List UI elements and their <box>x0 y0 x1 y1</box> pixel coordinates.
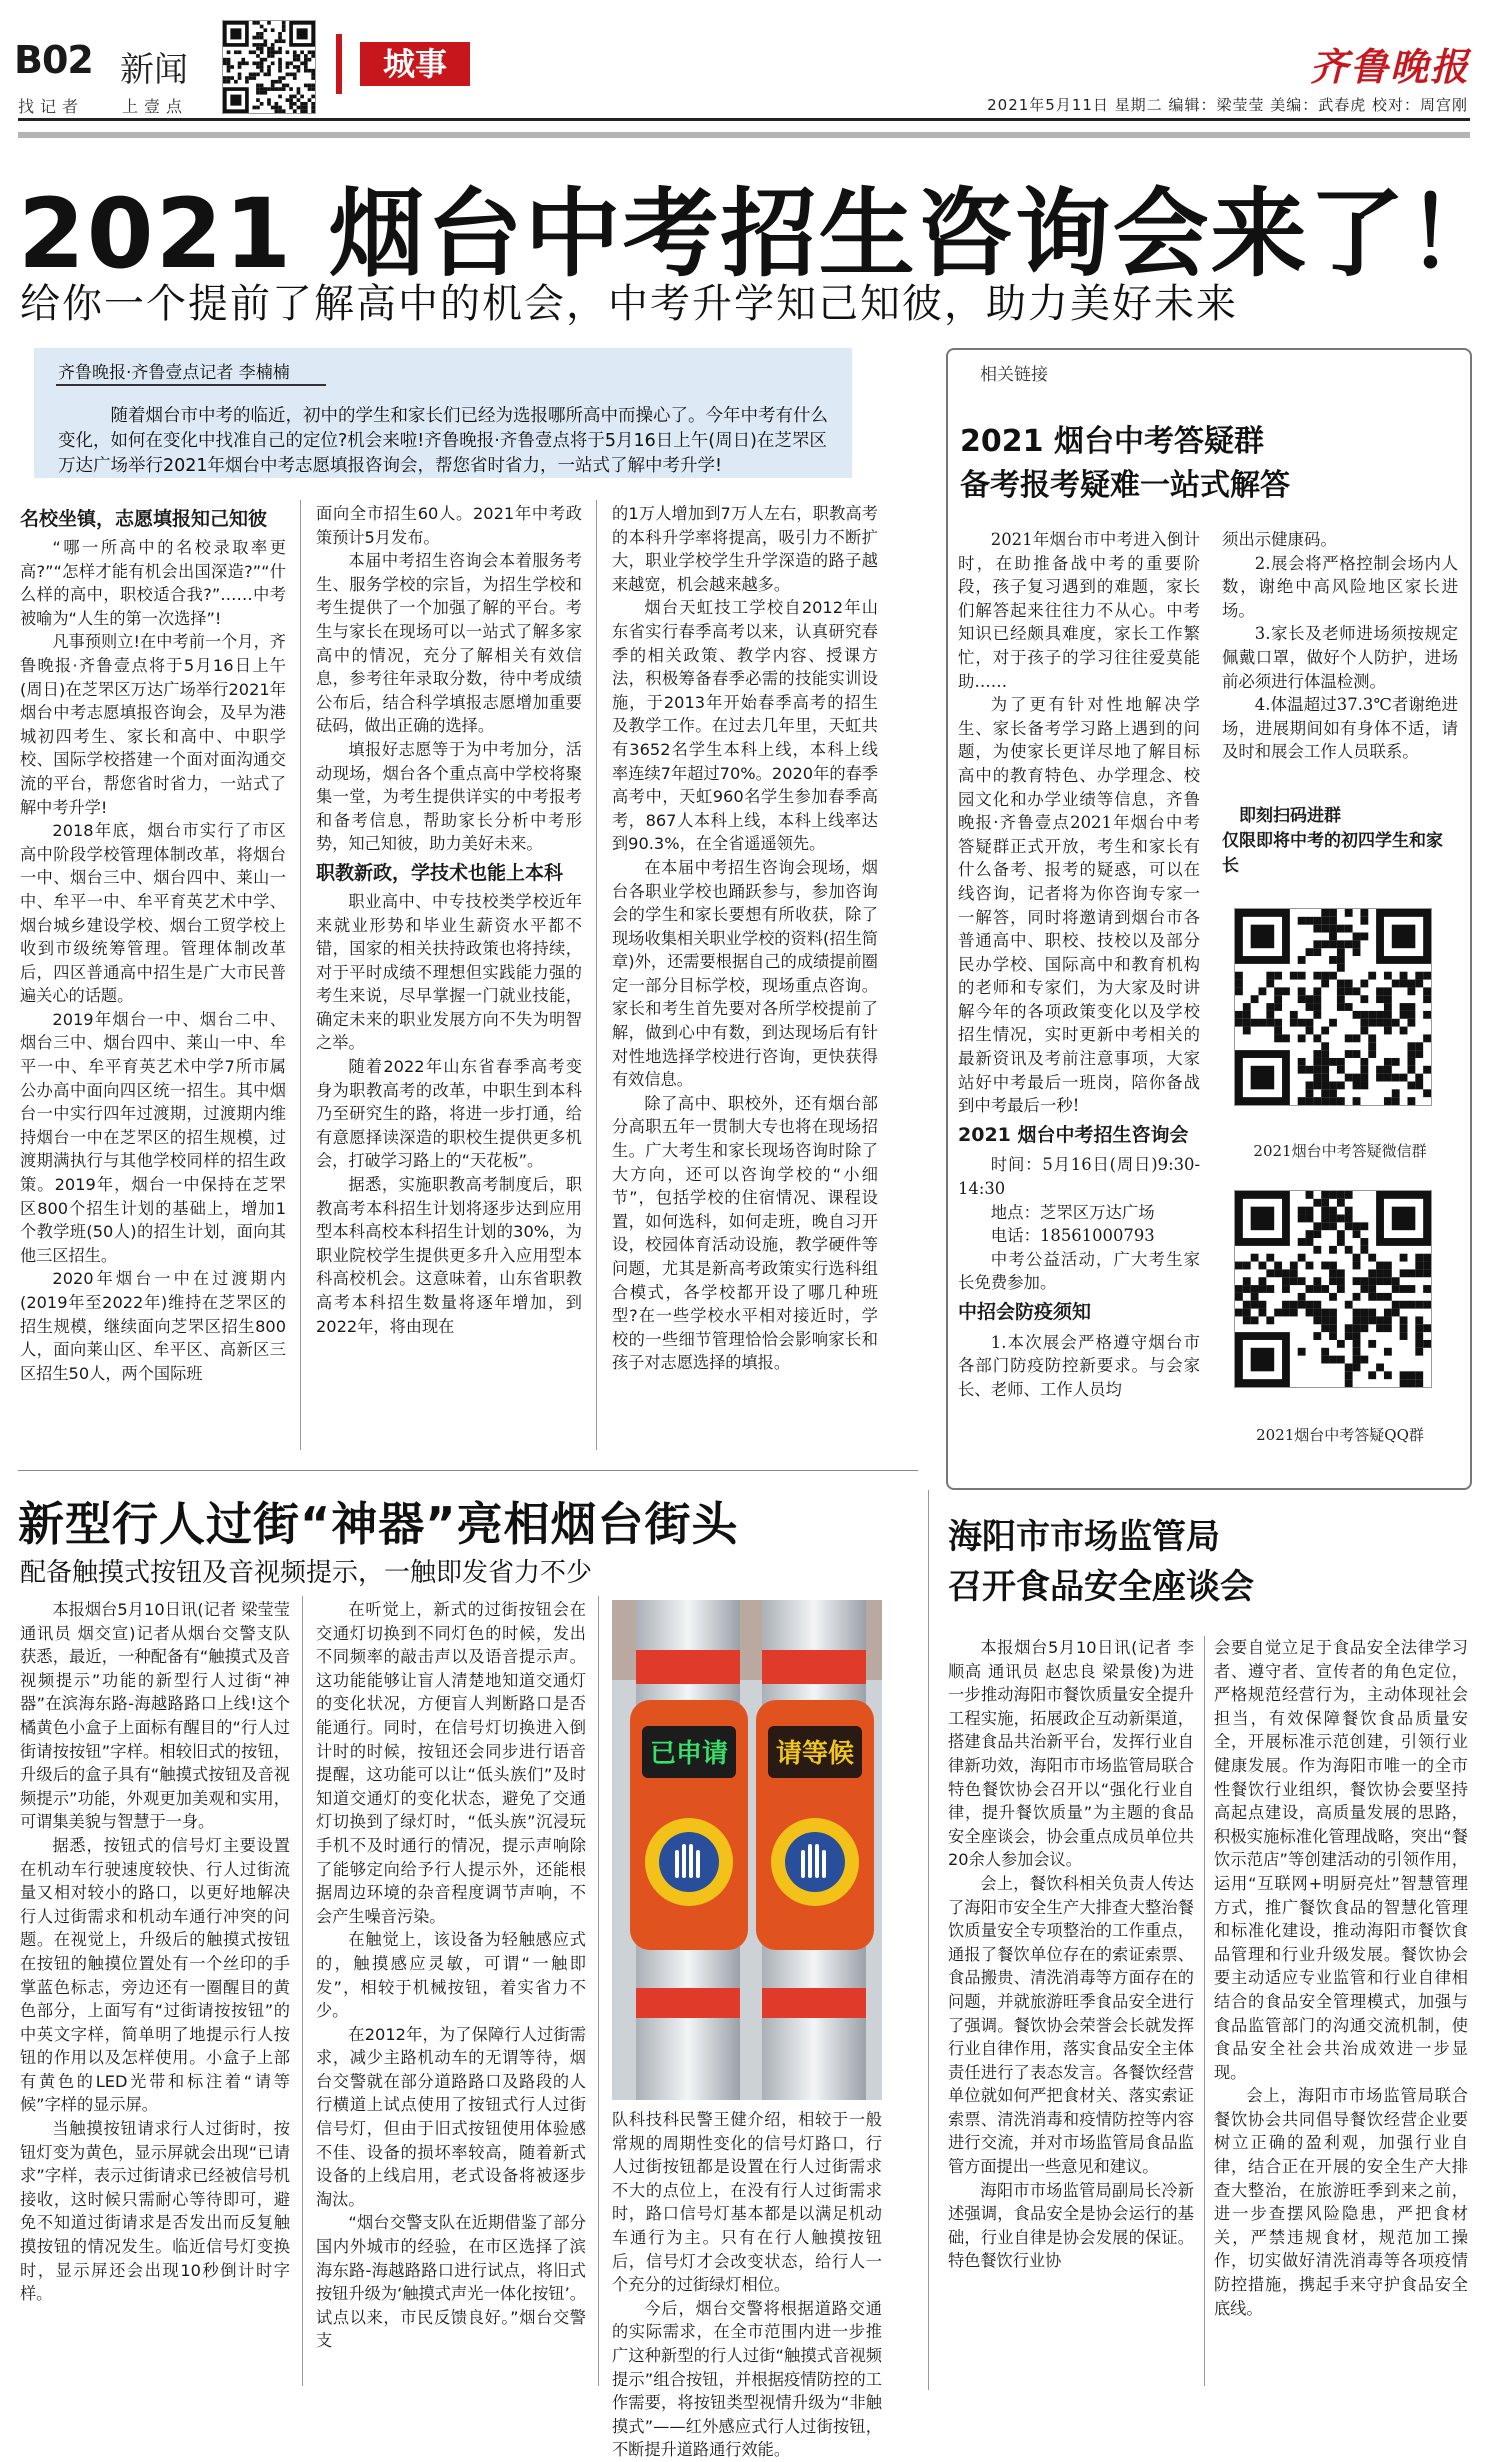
paragraph: 本报烟台5月10日讯(记者 梁莹莹 通讯员 烟交宣)记者从烟台交警支队获悉，最近，一种配备有“触摸式及音视频提示”功能的新型行人过街“神器”在滨海东路-海越路路口上线!这个橘黄色小盒子上面标有醒目的“行人过街请按按钮”字样。相较旧式的按钮，升级后的盒子具有“触摸式按钮及音视频提示”功能，外观更加美观和实用，可谓集美貌与智慧于一身。 <box>20 1600 290 1832</box>
qr-code-icon[interactable] <box>1234 1190 1432 1388</box>
paragraph: 1.本次展会严格遵守烟台市各部门防疫防控新要求。与会家长、老师、工作人员均 <box>958 1332 1200 1399</box>
paragraph: 职业高中、中专技校类学校近年来就业形势和毕业生薪资水平都不错，国家的相关扶持政策也将持续，对于平时成绩不理想但实践能力强的考生来说，尽早掌握一门就业技能，确定未来的职业发展方向不失为明智之举。 <box>316 891 582 1053</box>
column-divider <box>598 1596 599 2386</box>
column-divider <box>1204 1636 1205 2386</box>
paragraph: 的1万人增加到7万人左右，职教高考的本科升学率将提高，吸引力不断扩大，职业学校学生升学深造的路子越来越宽，机会越来越多。 <box>612 504 878 594</box>
sidebar-headline-line1: 2021 烟台中考答疑群 <box>960 424 1264 459</box>
story3-column-2 <box>1214 1636 1468 2386</box>
paragraph: 会要自觉立足于食品安全法律学习者、遵守者、宣传者的角色定位，严格规范经营行为，主动体现社会担当，有效保障餐饮食品质量安全，开展标准示范创建，引领行业健康发展。作为海阳市唯一的全市性餐饮行业组织，餐饮协会要坚持高起点建设，高质量发展的思路，积极实施标准化管理战略，突出“餐饮示范店”等创建活动的引领作用，运用“互联网+明厨亮灶”智慧管理方式，推广餐饮食品的智慧化管理和标准化建设，推动海阳市餐饮食品管理和行业升级发展。餐饮协会要主动适应专业监管和行业自律相结合的食品安全管理模式，加强与食品监管部门的沟通交流机制，使食品安全社会共治成效进一步显现。 <box>1214 1638 1468 2082</box>
scan-prompt <box>1222 804 1458 879</box>
slogan-left: 找记者 <box>18 97 85 116</box>
photo-display-left: 已申请 <box>649 1739 729 1769</box>
dateline: 2021年5月11日 星期二 编辑：梁莹莹 美编：武春虎 校对：周宫刚 <box>987 96 1468 114</box>
section-tag-label: 城事 <box>360 42 470 86</box>
paragraph: 须出示健康码。 <box>1222 530 1337 549</box>
paragraph: 本报烟台5月10日讯(记者 李顺高 通讯员 赵忠良 梁景俊)为进一步推动海阳市餐饮质量安全提升工程实施，拓展政企互动新渠道，搭建食品共治新平台，发挥行业自律新功效，海阳市市场监管局联合特色餐饮协会召开以“强化行业自律，提升餐饮质量”为主题的食品安全座谈会，协会重点成员单位共20余人参加会议。 <box>948 1638 1194 1870</box>
masthead-band <box>18 132 1470 138</box>
sidebar-column-2 <box>1222 528 1458 788</box>
story2-headline: 新型行人过街“神器”亮相烟台街头 <box>18 1497 739 1551</box>
scan-subtitle: 仅限即将中考的初四学生和家长 <box>1222 831 1443 876</box>
paragraph: 除了高中、职校外，还有烟台部分高职五年一贯制大专也将在现场招生。广大考生和家长现场咨询时除了大方向，还可以咨询学校的“小细节”，包括学校的住宿情况、课程设置，如何选科，如何走班，晚自习开设，校园体育活动设施，教学硬件等问题，尤其是新高考政策实行选科组合模式，各学校都开设了哪几种班型?在一些学校水平相对接近时，学校的一些细节管理恰恰会影响家长和孩子对志愿选择的填报。 <box>612 1093 878 1373</box>
paragraph: 当触摸按钮请求行人过街时，按钮灯变为黄色，显示屏就会出现“已请求”字样，表示过街请求已经被信号机接收，这时候只需耐心等待即可，避免不知道过街请求是否发出而反复触摸按钮的情况发生。临近信号灯变换时，显示屏还会出现10秒倒计时字样。 <box>20 2119 290 2304</box>
paragraph: 电话：18561000793 <box>990 1226 1155 1246</box>
paragraph: 今后，烟台交警将根据道路交通的实际需求，在全市范围内进一步推广这种新型的行人过街“触摸式音视频提示”组合按钮，并根据疫情防控的工作需要，将按钮类型视情升级为“非触摸式”——红外感应式行人过街按钮，不断提升道路通行效能。 <box>612 2298 882 2460</box>
paragraph: 会上，餐饮科相关负责人传达了海阳市安全生产大排查大整治餐饮质量安全专项整治的工作重点，通报了餐饮单位存在的索证索票、食品搬贵、清洗消毒等方面存在的问题，并就旅游旺季食品安全进行了强调。餐饮协会荣誉会长就发挥行业自律作用，落实食品安全主体责任进行了表态发言。各餐饮经营单位就如何严把食材关、落实索证索票、清洗消毒和疫情防控等内容进行交流，并对市场监管局食品监管方面提出一些意见和建议。 <box>948 1873 1194 2177</box>
story2-subhead: 配备触摸式按钮及音视频提示，一触即发省力不少 <box>20 1558 593 1588</box>
main-headline: 2021 烟台中考招生咨询会来了！ <box>18 178 1505 290</box>
paragraph: 在听觉上，新式的过街按钮会在交通灯切换到不同灯色的时候，发出不同频率的敲击声以及语音提示声。这功能能够让盲人清楚地知道交通灯的变化状况，方便盲人判断路口是否能通行。同时，在信号灯切换进入倒计时的时候，按钮还会同步进行语音提醒，这功能可以让“低头族们”及时知道交通灯的变化状态，避免了交通灯切换到了绿灯时，“低头族”沉浸玩手机不及时通行的情况，提示声响除了能够定向给予行人提示外，还能根据周边环境的杂音程度调节声响，不会产生噪音污染。 <box>316 1600 586 1926</box>
story3-headline-line2: 召开食品安全座谈会 <box>948 1567 1254 1607</box>
slogan-right: 上壹点 <box>122 97 189 116</box>
byline-rule <box>56 384 326 386</box>
paragraph: 3.家长及老师进场须按规定佩戴口罩，做好个人防护，进场前必须进行体温检测。 <box>1222 624 1458 691</box>
masthead-rule <box>18 118 1470 121</box>
subheading: 职教新政，学技术也能上本科 <box>316 861 564 884</box>
subheading: 中招会防疫须知 <box>958 1301 1092 1323</box>
photo-display-right: 请等候 <box>775 1739 855 1769</box>
paragraph: 2020年烟台一中在过渡期内(2019年至2022年)维持在芝罘区的招生规模，继续面向芝罘区招生800人，面向莱山区、牟平区、高新区三区招生50人，两个国际班 <box>20 1269 286 1383</box>
qr-qq-caption: 2021烟台中考答疑QQ群 <box>1256 1426 1424 1444</box>
main-column-1 <box>20 502 286 1452</box>
story2-column-2 <box>316 1598 586 2388</box>
photo-illustration <box>612 1600 882 2100</box>
main-column-2 <box>316 502 582 1452</box>
paragraph: “哪一所高中的名校录取率更高?”“怎样才能有机会出国深造?”“什么样的高中，职校适合我?”……中考被喻为“人生的第一次选择”! <box>20 538 286 628</box>
qr-code-icon[interactable] <box>1234 908 1432 1106</box>
paragraph: 凡事预则立!在中考前一个月，齐鲁晚报·齐鲁壹点将于5月16日上午(周日)在芝罘区万达广场举行2021年烟台中考志愿填报咨询会，及早为港城初四考生、家长和高中、中职学校、国际学校搭建一个面对面沟通交流的平台，帮您省时省力，一站式了解中考升学! <box>20 632 286 817</box>
story2-column-3 <box>612 2108 882 2460</box>
story3-headline <box>948 1512 1254 1612</box>
paragraph: 据悉，按钮式的信号灯主要设置在机动车行驶速度较快、行人过街流量又相对较小的路口，以更好地解决行人过街需求和机动车通行冲突的问题。在视觉上，升级后的触摸式按钮在按钮的触摸位置处有一个丝印的手掌蓝色标志，旁边还有一圈醒目的黄色部分，上面写有“过街请按按钮”的中英文字样，简单明了地提示行人按钮的作用以及怎样使用。小盒子上部有黄色的LED光带和标注着“请等候”字样的显示屏。 <box>20 1835 290 2115</box>
crossing-button-photo <box>612 1600 882 2100</box>
paragraph: 在本届中考招生咨询会现场，烟台各职业学校也踊跃参与，参加咨询会的学生和家长要想有所收获，除了现场收集相关职业学校的资料(招生简章)外，还需要根据自己的成绩提前圈定一部分目标学校，现场重点咨询。家长和考生首先要对各所学校提前了解，做到心中有数，到达现场后有针对性地选择学校进行咨询，更快获得有效信息。 <box>612 857 878 1090</box>
paragraph: 2018年底，烟台市实行了市区高中阶段学校管理体制改革，将烟台一中、烟台三中、烟台四中、莱山一中、牟平一中、牟平育英艺术中学、烟台城乡建设学校、烟台工贸学校上收到市级统筹管理。管理体制改革后，四区普通高中招生是广大市民普遍关心的话题。 <box>20 821 286 1006</box>
related-links-label: 相关链接 <box>980 365 1048 385</box>
paragraph: 在触觉上，该设备为轻触感应式的，触摸感应灵敏，可谓“一触即发”，相较于机械按钮，着实省力不少。 <box>316 1930 586 2021</box>
paragraph: 海阳市市场监管局副局长冷新述强调，食品安全是协会运行的基础，行业自律是协会发展的保证。特色餐饮行业协 <box>948 2180 1194 2271</box>
story-divider <box>18 1470 918 1471</box>
section-divider <box>928 1490 929 2390</box>
paragraph: “烟台交警支队在近期借鉴了部分国内外城市的经验，在市区选择了滨海东路-海越路路口进行试点，将旧式按钮升级为‘触摸式声光一体化按钮’。试点以来，市民反馈良好。”烟台交警支 <box>316 2213 586 2351</box>
column-divider <box>596 500 597 1450</box>
main-byline: 齐鲁晚报·齐鲁壹点记者 李楠楠 <box>58 363 290 383</box>
sidebar-headline <box>960 420 1290 508</box>
subheading: 2021 烟台中考招生咨询会 <box>958 1123 1189 1146</box>
sidebar-column-1 <box>958 528 1200 1468</box>
paragraph: 2019年烟台一中、烟台二中、烟台三中、烟台四中、莱山一中、牟平一中、牟平育英艺术中学7所市属公办高中面向四区统一招生。其中烟台一中实行四年过渡期，过渡期内维持烟台一中在芝罘区的招生规模，过渡期满执行与其他学校同样的招生政策。2019年，烟台一中保持在芝罘区800个招生计划的基础上，增加1个教学班(50人)的招生计划，面向其他三区招生。 <box>20 1009 286 1265</box>
paragraph: 2021年烟台市中考进入倒计时，在助推备战中考的重要阶段，孩子复习遇到的难题，家长们解答起来往往力不从心。中考知识已经颇具难度，家长工作繁忙，对于孩子的学习往往爱莫能助…… <box>958 530 1200 691</box>
section-name: 新闻 <box>120 50 188 90</box>
paragraph: 队科技科民警王健介绍，相较于一般常规的周期性变化的信号灯路口，行人过街按钮都是设置在行人过街需求不大的点位上，在没有行人过街需求时，路口信号灯基本都是以满足机动车通行为主。只有在行人触摸按钮后，信号灯才会改变状态，给行人一个充分的过街绿灯相位。 <box>612 2110 882 2295</box>
sidebar-headline-line2: 备考报考疑难一站式解答 <box>960 468 1290 503</box>
paragraph: 时间：5月16日(周日)9:30-14:30 <box>958 1155 1200 1199</box>
main-column-3 <box>612 502 878 1452</box>
main-subhead: 给你一个提前了解高中的机会，中考升学知己知彼，助力美好未来 <box>20 281 1238 327</box>
qr-wechat-caption: 2021烟台中考答疑微信群 <box>1253 1142 1427 1160</box>
paragraph: 烟台天虹技工学校自2012年山东省实行春季高考以来，认真研究春季的相关政策、教学内容、授课方法，积极筹备春季必需的技能实训设施，于2013年开始春季高考的招生及教学工作。在过去几年里，天虹共有3652名学生本科上线，本科上线率连续7年超过70%。2020年的春季高考中，天虹960名学生参加春季高考，867人本科上线，本科上线率达到90.3%，在全省遥遥领先。 <box>612 598 878 854</box>
paragraph: 4.体温超过37.3℃者谢绝进场，进展期间如有身体不适，请及时和展会工作人员联系。 <box>1222 695 1458 762</box>
newspaper-logo: 齐鲁晚报 <box>1309 44 1470 89</box>
paragraph: 地点：芝罘区万达广场 <box>990 1202 1155 1222</box>
paragraph: 本届中考招生咨询会本着服务考生、服务学校的宗旨，为招生学校和考生提供了一个加强了解的平台。考生与家长在现场可以一站式了解多家高中的情况，充分了解相关有效信息，参考往年录取分数，待中考成绩公布后，结合科学填报志愿增加重要砝码，做出正确的选择。 <box>316 551 582 736</box>
paragraph: 填报好志愿等于为中考加分，活动现场，烟台各个重点高中学校将聚集一堂，为考生提供详实的中考报考和备考信息，帮助家长分析中考形势，知己知彼，助力美好未来。 <box>316 739 582 854</box>
paragraph: 2.展会将严格控制会场内人数，谢绝中高风险地区家长进场。 <box>1222 553 1458 620</box>
paragraph: 据悉，实施职教高考制度后，职教高考本科招生计划将逐步达到应用型本科高校本科招生计划的30%，为职业院校学生提供更多升入应用型本科高校机会。这意味着，山东省职教高考本科招生数量将逐年增加，到2022年，将由现在 <box>316 1175 582 1336</box>
lead-paragraph: 随着烟台市中考的临近，初中的学生和家长们已经为选报哪所高中而操心了。今年中考有什么变化，如何在变化中找准自己的定位?机会来啦!齐鲁晚报·齐鲁壹点将于5月16日上午(周日)在芝罘区万达广场举行2021年烟台中考志愿填报咨询会，帮您省时省力，一站式了解中考升学! <box>58 406 828 476</box>
page-number: B02 <box>14 38 93 82</box>
section-tag <box>336 34 488 94</box>
story2-column-1 <box>20 1598 290 2388</box>
scan-title: 即刻扫码进群 <box>1239 806 1341 826</box>
story3-column-1 <box>948 1636 1194 2386</box>
qr-code-icon[interactable] <box>222 20 316 114</box>
paragraph: 在2012年，为了保障行人过街需求，减少主路机动车的无谓等待，烟台交警就在部分道路路口及路段的人行横道上试点使用了按钮式行人过街信号灯，但由于旧式按钮使用体验感不佳、设备的损坏率较高，随着新式设备的上线启用，老式设备将被逐步淘汰。 <box>316 2024 586 2209</box>
paragraph: 中考公益活动，广大考生家长免费参加。 <box>958 1249 1200 1293</box>
subheading: 名校坐镇，志愿填报知己知彼 <box>20 508 268 530</box>
paragraph: 面向全市招生60人。2021年中考政策预计5月发布。 <box>316 504 582 547</box>
column-divider <box>300 500 301 1450</box>
paragraph: 会上，海阳市市场监管局联合餐饮协会共同倡导餐饮经营企业要树立正确的盈利观，加强行业自律，结合正在开展的安全生产大排查大整治，在旅游旺季到来之前，进一步查摆风险隐患，严把食材关，严禁违规食材，规范加工操作，切实做好清洗消毒等各项疫情防控措施，携起手来守护食品安全底线。 <box>1214 2086 1468 2318</box>
paragraph: 随着2022年山东省春季高考变身为职教高考的改革，中职生到本科乃至研究生的路，将进一步打通，给有意愿择读深造的职校生提供更多机会，打破学习路上的“天花板”。 <box>316 1057 582 1171</box>
column-divider <box>302 1596 303 2386</box>
paragraph: 为了更有针对性地解决学生、家长备考学习路上遇到的问题，为使家长更详尽地了解目标高中的教育特色、办学理念、校园文化和办学业绩等信息，齐鲁晚报·齐鲁壹点2021年烟台中考答疑群正式开放，考生和家长有什么备考、报考的疑惑，可以在线咨询，记者将为你咨询专家一一解答，同时将邀请到烟台市各普通高中、职校、技校以及部分民办学校、国际高中和教育机构的老师和专家们，为大家及时讲解今年的各项政策变化以及学校招生情况，实时更新中考相关的最新资讯及考前注意事项，大家站好中考最后一班岗，陪你备战到中考最后一秒! <box>958 695 1200 1116</box>
story3-headline-line1: 海阳市市场监管局 <box>948 1517 1220 1557</box>
